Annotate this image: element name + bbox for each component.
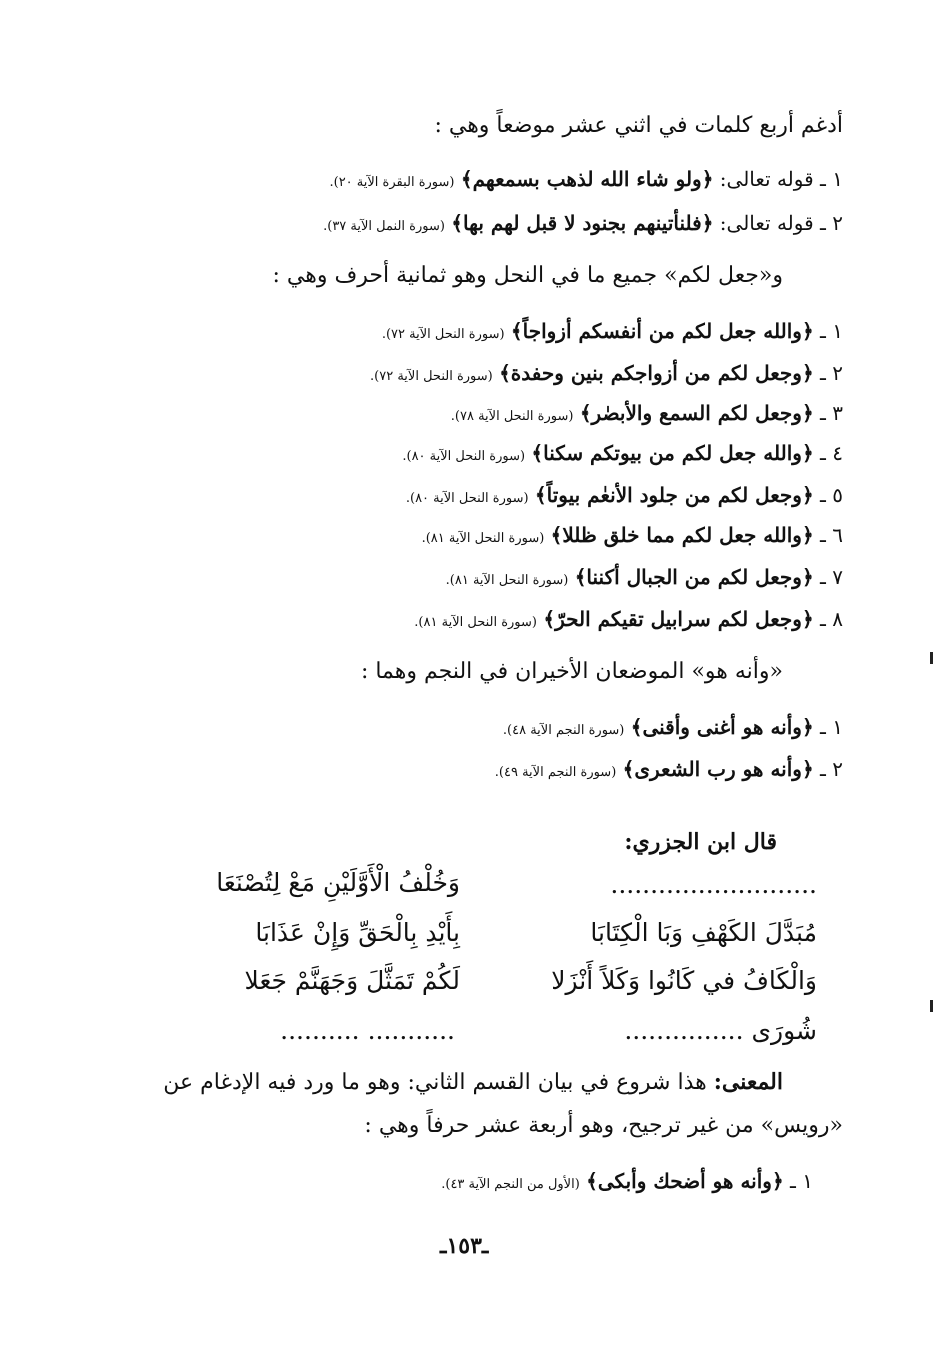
list-item [370, 360, 843, 386]
poem-left-hemistich: لَكُمْ تَمَثَّلَ وَجَهَنَّمْ جَعَلا [244, 966, 460, 995]
item-number: ١ ـ [790, 1169, 813, 1193]
item-number: ٥ ـ [820, 483, 843, 507]
poem-left-hemistich: بِأَيْدِ بِالْحَقِّ وَإِنْ عَذَابَا [255, 918, 460, 947]
list-item [495, 756, 843, 782]
verse-reference: (سورة النحل الآية ٧٨). [450, 409, 574, 424]
verse-reference: (سورة النحل الآية ٧٢). [370, 369, 493, 384]
section-heading: قال ابن الجزري: [624, 829, 777, 855]
quran-verse: ﴿وأنه هو أضحك وأبكى﴾ [586, 1169, 784, 1193]
item-number: ٣ ـ [820, 401, 843, 425]
poem-right-hemistich: وَالْكَافُ في كَانُوا وَكَلاً أَنْزَلا [551, 966, 817, 995]
quran-verse: ﴿وأنه هو أغنى وأقنى﴾ [630, 715, 814, 739]
intro-paragraph-3: «وأنه هو» الموضعان الأخيران في النجم وهما : [360, 659, 783, 684]
quran-verse: ﴿وأنه هو رب الشعرى﴾ [622, 757, 814, 781]
quran-verse: ﴿وجعل لكم من الجبال أكننا﴾ [574, 565, 814, 589]
meaning-label: المعنى: [713, 1069, 783, 1095]
poem-right-hemistich: شُورَى ............... [624, 1016, 817, 1045]
item-number: ٤ ـ [820, 441, 843, 465]
meaning-text: هذا شروع في بيان القسم الثاني: وهو ما ورد فيه الإدغام عن [163, 1070, 707, 1095]
intro-paragraph-2: و«جعل لكم» جميع ما في النحل وهو ثمانية أحرف وهي : [272, 263, 783, 288]
verse-reference: (سورة النحل الآية ٨١). [445, 573, 569, 588]
verse-reference: (سورة النحل الآية ٨٠). [402, 449, 526, 464]
item-number: ٦ ـ [820, 523, 843, 547]
list-item [441, 1168, 813, 1194]
quran-verse: ﴿وجعل لكم سرابيل تقيكم الحرّ﴾ [543, 607, 814, 631]
verse-reference: (سورة النحل الآية ٨١). [414, 615, 537, 630]
quran-verse: ﴿والله جعل لكم من بيوتكم سكنا﴾ [531, 441, 814, 465]
verse-reference: (سورة النحل الآية ٨١). [421, 531, 545, 546]
verse-reference: (سورة النجم الآية ٤٨). [502, 723, 625, 738]
poem-right-hemistich: مُبَدَّلَ الكَهْفِ وَبَا الْكِتَابَا [590, 918, 817, 947]
quran-verse: ﴿والله جعل لكم من أنفسكم أزواجاً﴾ [510, 319, 814, 343]
item-number: ١ ـ [820, 319, 843, 343]
quran-verse: ﴿والله جعل لكم مما خلق ظللا﴾ [550, 523, 814, 547]
list-item [414, 606, 843, 632]
item-lead: قوله تعالى: [719, 211, 814, 235]
quran-verse: ﴿فلنأتينهم بجنود لا قبل لهم بها﴾ [451, 211, 714, 235]
verse-reference: (سورة البقرة الآية ٢٠). [329, 175, 455, 190]
quran-verse: ﴿وجعل لكم من أزواجكم بنين وحفدة﴾ [499, 361, 814, 385]
list-item [402, 440, 843, 466]
intro-paragraph-1: أدغم أربع كلمات في اثني عشر موضعاً وهي : [434, 113, 843, 138]
verse-reference: (سورة النجم الآية ٤٩). [494, 765, 617, 780]
list-item [382, 318, 843, 344]
list-item [406, 482, 843, 508]
item-lead: قوله تعالى: [719, 167, 814, 191]
page-number: ـ١٥٣ـ [440, 1233, 489, 1259]
list-item [503, 714, 843, 740]
item-number: ١ ـ [820, 167, 843, 191]
item-number: ٢ ـ [820, 211, 843, 235]
list-item [329, 166, 843, 192]
scan-edge-mark [930, 652, 933, 664]
item-number: ٢ ـ [820, 757, 843, 781]
quran-verse: ﴿وجعل لكم من جلود الأنعٰم بيوتاً﴾ [534, 483, 814, 507]
poem-left-hemistich: ........... .......... [280, 1016, 455, 1045]
verse-reference: (سورة النحل الآية ٨٠). [405, 491, 529, 506]
meaning-paragraph [163, 1068, 783, 1098]
quran-verse: ﴿وجعل لكم السمع والأبصٰر﴾ [579, 401, 814, 425]
scan-edge-mark [930, 1000, 933, 1012]
meaning-paragraph-continued: «رويس» من غير ترجيح، وهو أربعة عشر حرفاً وهي : [364, 1113, 843, 1138]
verse-reference: (سورة النحل الآية ٧٢). [381, 327, 505, 342]
item-number: ٧ ـ [820, 565, 843, 589]
list-item [446, 564, 843, 590]
item-number: ٢ ـ [820, 361, 843, 385]
poem-left-hemistich: وَخُلْفُ الْأَوَّلَيْنِ مَعْ لِتُصْنَعَا [216, 868, 460, 897]
verse-reference: (الأول من النجم الآية ٤٣). [441, 1177, 580, 1192]
poem-right-hemistich: .......................... [610, 870, 817, 899]
verse-reference: (سورة النمل الآية ٣٧). [323, 219, 445, 234]
item-number: ١ ـ [820, 715, 843, 739]
list-item [422, 522, 843, 548]
quran-verse: ﴿ولو شاء الله لذهب بسمعهم﴾ [460, 167, 714, 191]
list-item [451, 400, 843, 426]
list-item [323, 210, 843, 236]
item-number: ٨ ـ [820, 607, 843, 631]
